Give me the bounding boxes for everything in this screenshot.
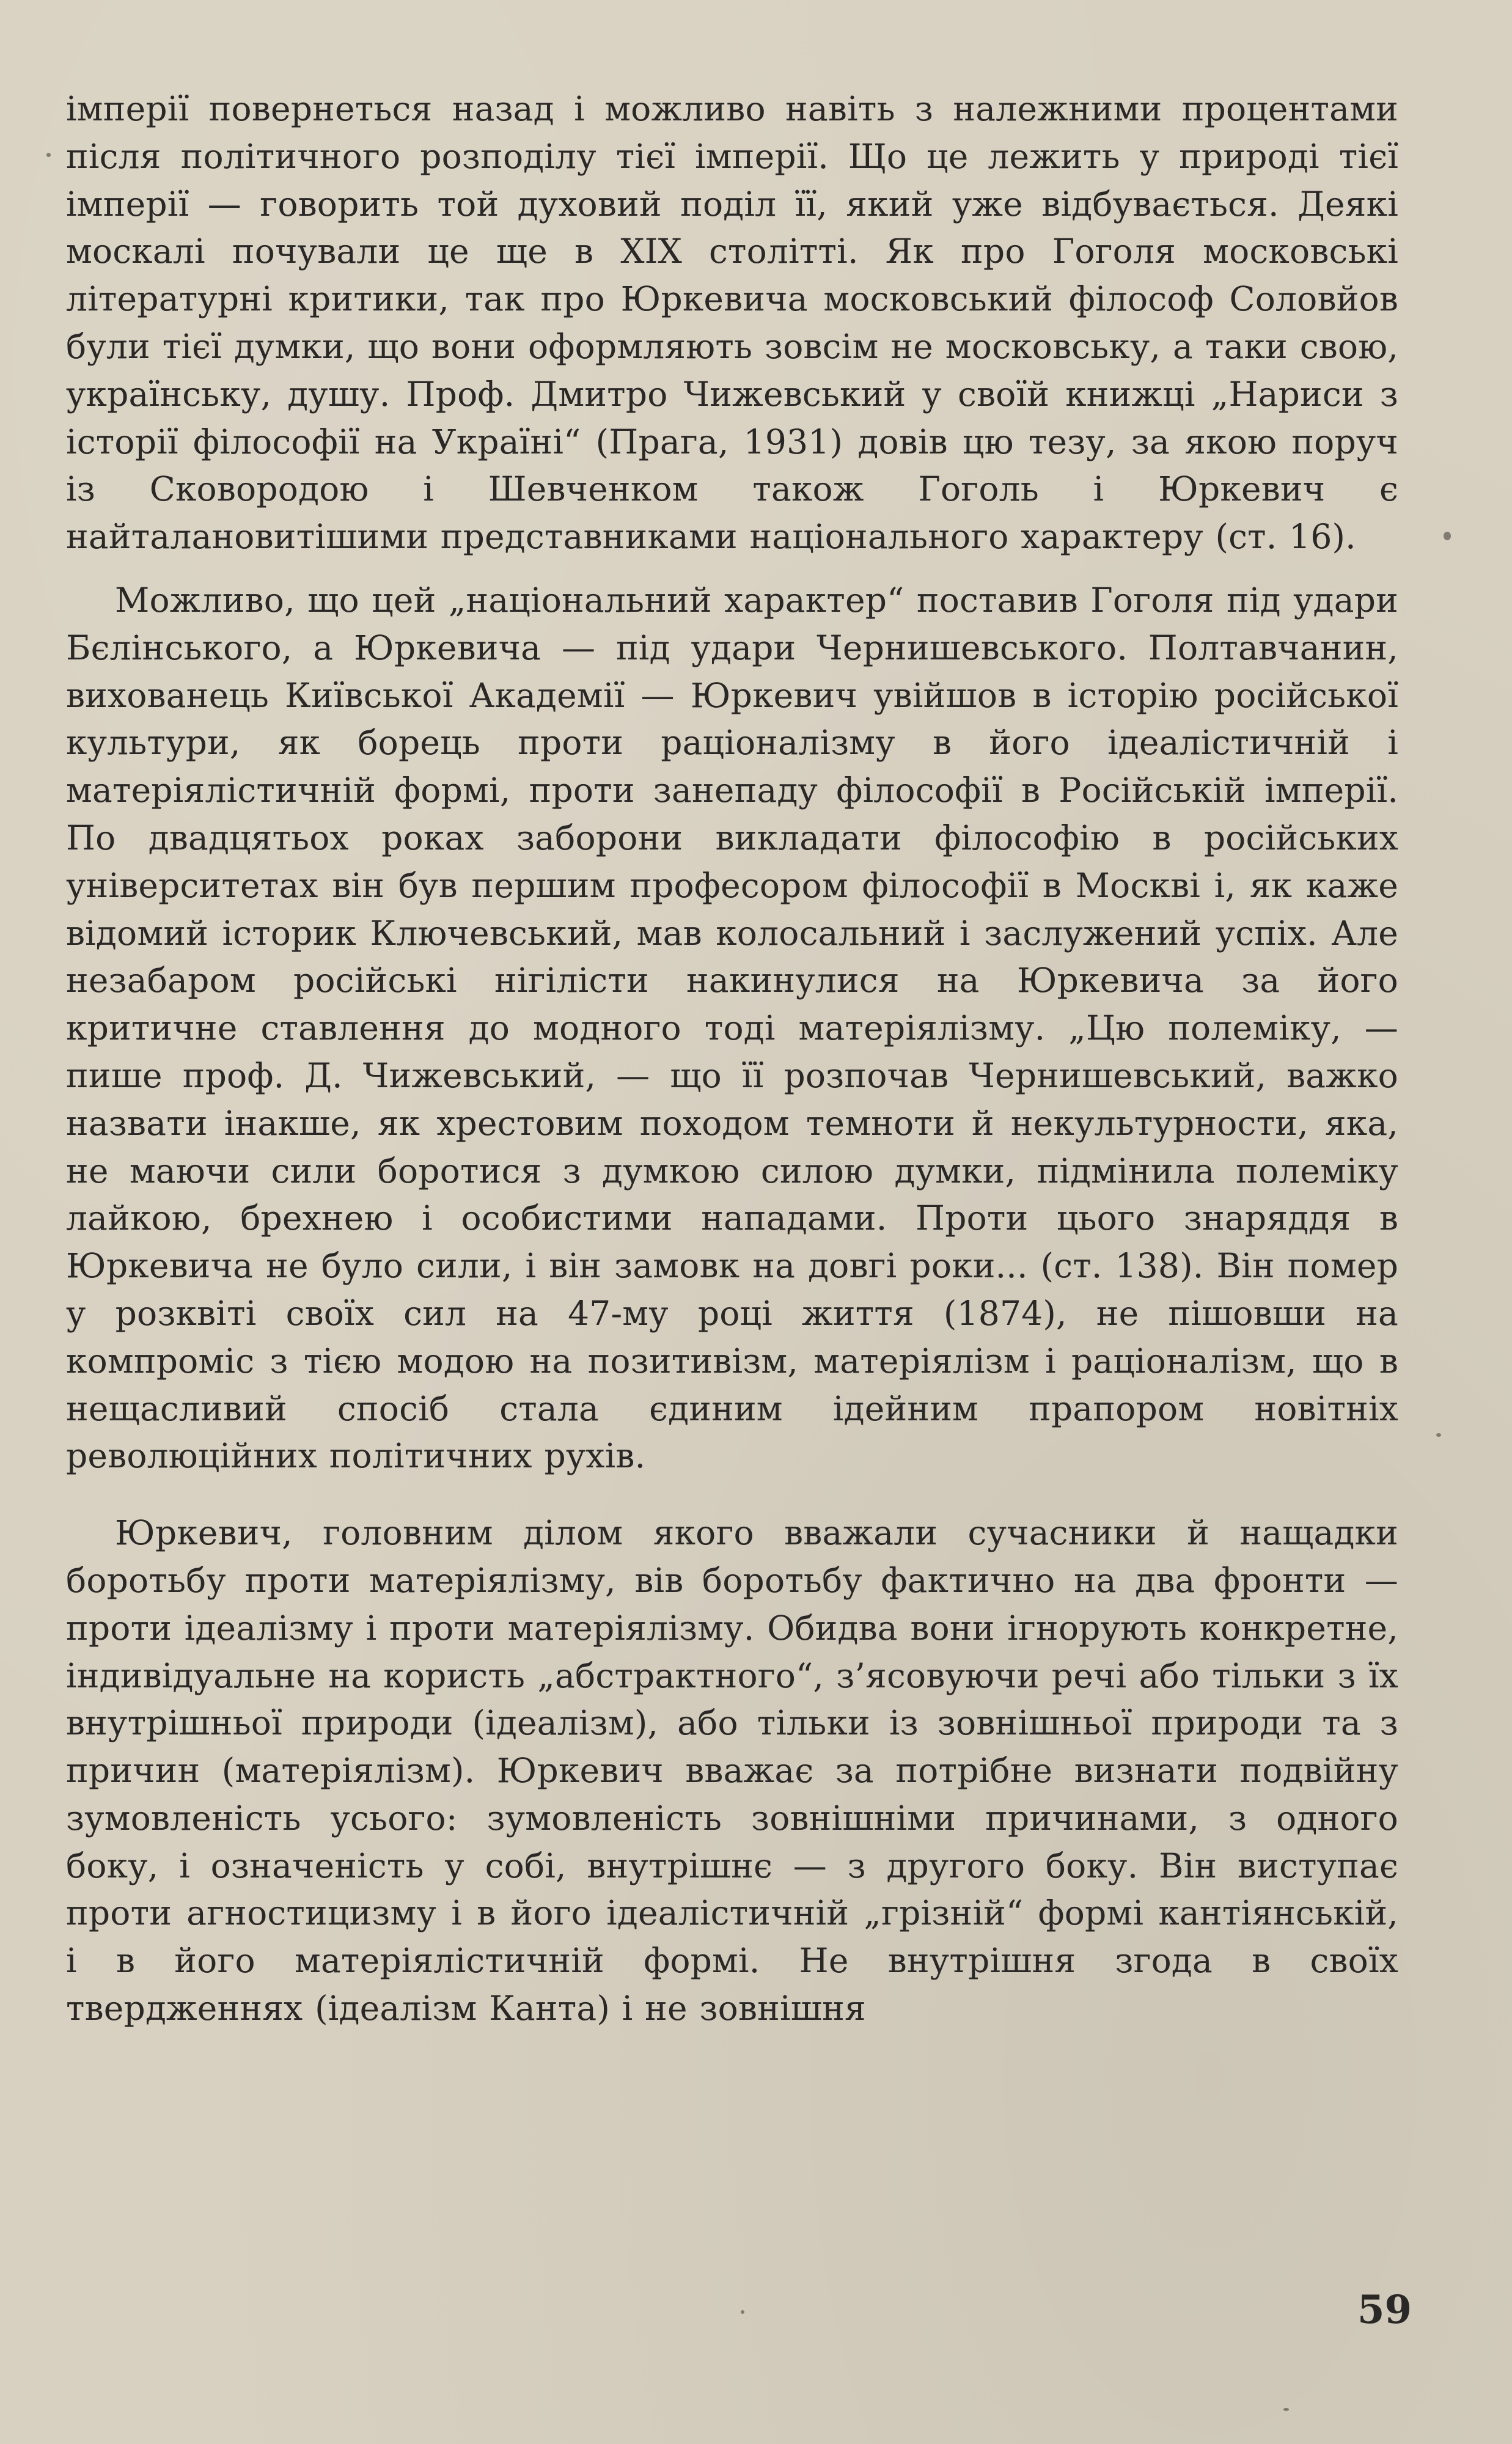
scan-speck	[1444, 532, 1451, 540]
page-body-text	[66, 86, 1398, 2033]
scan-speck	[741, 2310, 744, 2314]
paragraph-1: імперії повернеться назад і можливо навіть з належними процентами після політичного розподілу тієї імперії. Що це лежить у природі тієї імперії — говорить той духовий поділ її, який уже відбувається. Деякі москалі почували це ще в XIX столітті. Як про Гоголя московські літературні критики, так про Юркевича московський філософ Соловйов були тієї думки, що вони оформляють зовсім не московську, а таки свою, українську, душу. Проф. Дмитро Чижевський у своїй книжці „Нариси з історії філософії на Україні“ (Прага, 1931) довів цю тезу, за якою поруч із Сковородою і Шевченком також Гоголь і Юркевич є найталановитішими представниками національного характеру (ст. 16).	[66, 89, 1398, 557]
paragraph-2: Можливо, що цей „національний характер“ поставив Гоголя під удари Бєлінського, а Юркевича — під удари Чернишевського. Полтавчанин, вихованець Київської Академії — Юркевич увійшов в історію російської культури, як борець проти раціоналізму в його ідеалістичній і матеріялістичній формі, проти занепаду філософії в Російській імперії. По двадцятьох роках заборони викладати філософію в російських університетах він був першим професором філософії в Москві і, як каже відомий історик Ключевський, мав колосальний і заслужений успіх. Але незабаром російські нігілісти накинулися на Юркевича за його критичне ставлення до модного тоді матеріялізму. „Цю полеміку, — пише проф. Д. Чижевський, — що її розпочав Чернишевський, важко назвати інакше, як хрестовим походом темноти й некультурности, яка, не маючи сили боротися з думкою силою думки, підмінила полеміку лайкою, брехнею і особистими нападами. Проти цього знаряддя в Юркевича не було сили, і він замовк на довгі роки... (ст. 138). Він помер у розквіті своїх сил на 47-му році життя (1874), не пішовши на компроміс з тією модою на позитивізм, матеріялізм і раціоналізм, що в нещасливий спосіб стала єдиним ідейним прапором новітніх революційних політичних рухів.	[66, 580, 1398, 1476]
scan-speck	[1283, 2408, 1289, 2411]
page-number: 59	[1357, 2287, 1412, 2333]
scan-speck	[1436, 1433, 1441, 1437]
scan-speck	[46, 153, 51, 157]
paragraph-3: Юркевич, головним ділом якого вважали сучасники й нащадки боротьбу проти матеріялізму, вів боротьбу фактично на два фронти — проти ідеалізму і проти матеріялізму. Обидва вони ігнорують конкретне, індивідуальне на користь „абстрактного“, з’ясовуючи речі або тільки з їх внутрішньої природи (ідеалізм), або тільки із зовнішньої природи та з причин (матеріялізм). Юркевич вважає за потрібне визнати подвійну зумовленість усього: зумовленість зовнішніми причинами, з одного боку, і означеність у собі, внутрішнє — з другого боку. Він виступає проти агностицизму і в його ідеалістичній „грізній“ формі кантіянській, і в його матеріялістичній формі. Не внутрішня згода в своїх твердженнях (ідеалізм Канта) і не зовнішня	[66, 1513, 1398, 2028]
